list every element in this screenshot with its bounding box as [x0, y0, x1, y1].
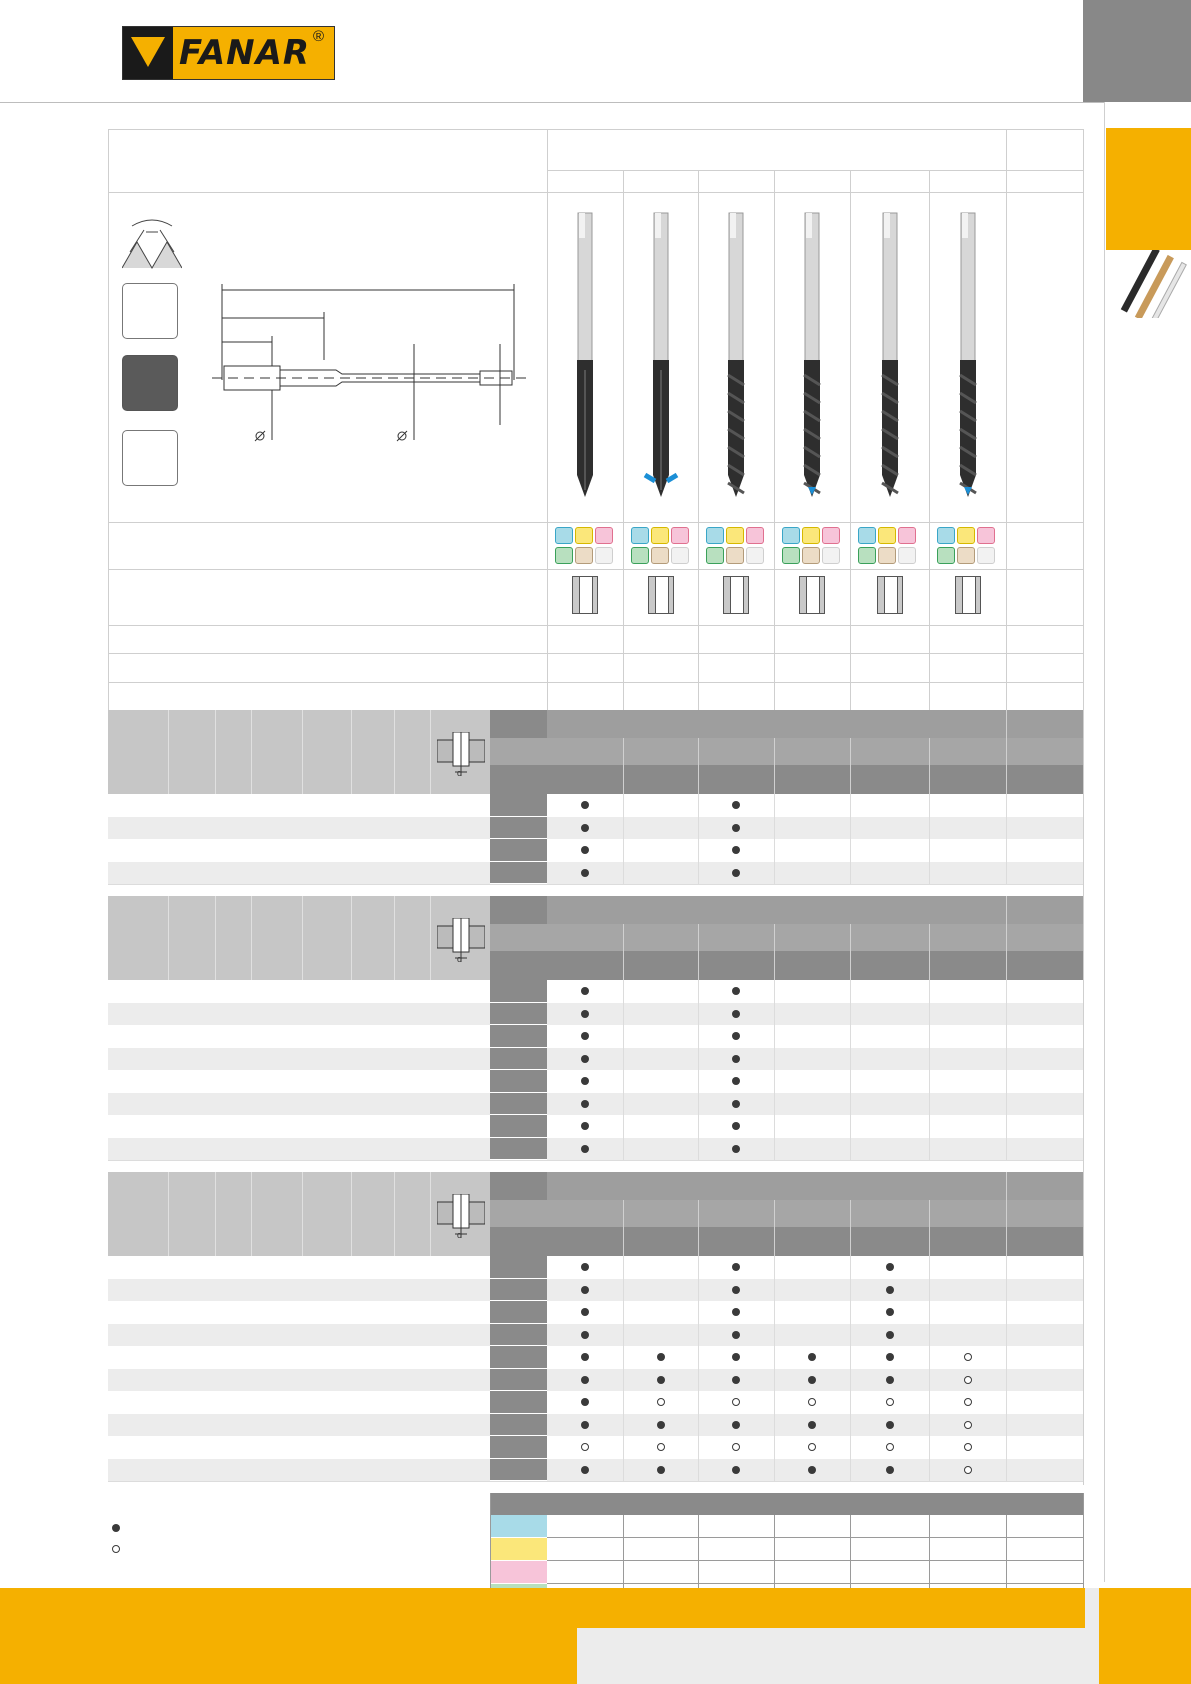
grid-line — [623, 1200, 624, 1256]
availability-dot — [581, 869, 589, 877]
material-class-icon — [706, 527, 724, 544]
material-class-icon — [631, 547, 649, 564]
table-row — [108, 1459, 490, 1482]
grid-line — [108, 192, 1083, 193]
table-row — [108, 839, 490, 862]
right-margin-rule — [1104, 102, 1105, 1582]
material-class-icon — [878, 547, 896, 564]
availability-dot — [581, 1331, 589, 1339]
section-band-mid — [490, 1200, 1083, 1227]
grid-line — [108, 682, 1083, 683]
material-class-icon — [937, 527, 955, 544]
material-class-icon — [802, 527, 820, 544]
grid-line — [850, 738, 851, 794]
availability-ring — [964, 1376, 972, 1384]
grid-line — [1006, 738, 1007, 794]
grid-line — [108, 522, 1083, 523]
row-size-cell — [490, 794, 547, 817]
availability-dot — [732, 1145, 740, 1153]
availability-dot — [732, 869, 740, 877]
hole-type-icon — [799, 576, 825, 614]
hole-type-icon — [648, 576, 674, 614]
grid-line — [623, 924, 624, 980]
hole-type-icon — [955, 576, 981, 614]
grid-line — [929, 980, 930, 1160]
row-size-cell — [490, 1093, 547, 1116]
row-tool-cells — [547, 794, 1083, 817]
availability-dot — [808, 1421, 816, 1429]
availability-ring — [732, 1443, 740, 1451]
grid-line — [623, 1256, 624, 1481]
grid-line — [774, 738, 775, 794]
availability-ring — [657, 1398, 665, 1406]
section-band-mid — [490, 924, 1083, 951]
availability-dot — [581, 1032, 589, 1040]
section-column-header — [490, 896, 547, 924]
grid-line — [850, 794, 851, 884]
footer-band-strip — [577, 1588, 1099, 1628]
row-tool-cells — [547, 1279, 1083, 1302]
availability-dot — [886, 1421, 894, 1429]
material-class-icon — [937, 547, 955, 564]
section-band-top — [547, 896, 1006, 924]
row-size-cell — [490, 1459, 547, 1482]
material-class-icon — [726, 547, 744, 564]
row-tool-cells — [547, 839, 1083, 862]
grid-line — [850, 924, 851, 980]
grid-line — [774, 1200, 775, 1256]
availability-dot — [808, 1466, 816, 1474]
grid-line — [108, 569, 1083, 570]
grid-line — [1006, 1172, 1007, 1200]
section-header-labels — [108, 896, 490, 980]
grid-line — [623, 794, 624, 884]
grid-line — [1006, 896, 1007, 924]
grid-line — [108, 625, 1083, 626]
availability-dot — [732, 1100, 740, 1108]
availability-dot — [581, 1466, 589, 1474]
availability-dot — [732, 1331, 740, 1339]
grid-line — [108, 653, 1083, 654]
availability-dot — [657, 1353, 665, 1361]
material-class-icon — [651, 547, 669, 564]
section-band-top — [547, 710, 1006, 738]
footer-grey-panel — [577, 1628, 1099, 1684]
tap-tool-image[interactable] — [792, 205, 832, 505]
brand-name: FANAR — [179, 33, 311, 73]
table-row — [108, 1048, 490, 1071]
row-tool-cells — [547, 980, 1083, 1003]
section-band-top — [547, 1172, 1006, 1200]
row-tool-cells — [547, 862, 1083, 885]
grid-line — [623, 980, 624, 1160]
table-row — [108, 1414, 490, 1437]
availability-ring — [657, 1443, 665, 1451]
grid-line — [108, 129, 1083, 130]
availability-dot — [581, 987, 589, 995]
material-class-icon — [746, 547, 764, 564]
table-row — [108, 1093, 490, 1116]
row-tool-cells — [547, 1025, 1083, 1048]
availability-dot — [886, 1376, 894, 1384]
material-row — [547, 1515, 1083, 1538]
material-class-icon — [977, 547, 995, 564]
availability-dot — [808, 1353, 816, 1361]
grid-line — [1006, 794, 1007, 884]
row-size-cell — [490, 1436, 547, 1459]
table-row — [108, 980, 490, 1003]
tap-tool-image[interactable] — [716, 205, 756, 505]
availability-dot — [732, 1055, 740, 1063]
grid-line — [547, 170, 1083, 171]
availability-ring — [581, 1443, 589, 1451]
availability-dot — [732, 1122, 740, 1130]
material-class-icon — [898, 527, 916, 544]
row-size-cell — [490, 1346, 547, 1369]
grid-line — [774, 980, 775, 1160]
material-class-icon — [858, 527, 876, 544]
material-row-swatch — [490, 1561, 547, 1584]
section-band-low — [490, 1227, 1083, 1256]
material-class-icon — [898, 547, 916, 564]
availability-ring — [964, 1421, 972, 1429]
material-class-icon — [706, 547, 724, 564]
grid-line — [929, 738, 930, 794]
material-class-icon — [957, 527, 975, 544]
table-row — [108, 1436, 490, 1459]
row-size-cell — [490, 817, 547, 840]
availability-dot — [581, 1308, 589, 1316]
availability-ring — [964, 1443, 972, 1451]
grid-line — [698, 1200, 699, 1256]
row-size-cell — [490, 1301, 547, 1324]
tap-tool-image[interactable] — [870, 205, 910, 505]
availability-dot — [732, 1263, 740, 1271]
availability-dot — [581, 1100, 589, 1108]
tapped-hole-icon — [437, 732, 485, 778]
row-size-cell — [490, 980, 547, 1003]
material-box-dark — [122, 355, 178, 411]
availability-dot — [808, 1376, 816, 1384]
tap-dimension-drawing — [206, 280, 536, 450]
hole-type-icon — [723, 576, 749, 614]
hole-type-icon — [572, 576, 598, 614]
footer-band — [0, 1588, 577, 1684]
row-size-cell — [490, 1279, 547, 1302]
tap-thumbnail-icon — [1110, 250, 1190, 318]
availability-ring — [886, 1443, 894, 1451]
table-row — [108, 1003, 490, 1026]
availability-ring — [964, 1398, 972, 1406]
grid-line — [698, 1256, 699, 1481]
material-class-icon — [595, 527, 613, 544]
availability-ring — [886, 1398, 894, 1406]
table-row — [108, 1301, 490, 1324]
header-corner-block — [1083, 0, 1191, 102]
section-band-low — [490, 951, 1083, 980]
grid-line — [108, 1481, 1083, 1482]
grid-line — [850, 1256, 851, 1481]
availability-dot — [886, 1263, 894, 1271]
row-size-cell — [490, 1324, 547, 1347]
availability-dot — [732, 1376, 740, 1384]
svg-text:d: d — [457, 954, 463, 964]
material-class-icon — [782, 527, 800, 544]
grid-line — [850, 980, 851, 1160]
availability-dot — [732, 846, 740, 854]
grid-line — [929, 794, 930, 884]
section-band-low — [490, 765, 1083, 794]
availability-ring — [808, 1398, 816, 1406]
availability-dot — [581, 1353, 589, 1361]
registered-mark: ® — [313, 28, 325, 45]
table-row — [108, 1070, 490, 1093]
grid-line — [698, 170, 699, 710]
row-tool-cells — [547, 1003, 1083, 1026]
availability-dot — [581, 801, 589, 809]
material-class-icon — [977, 527, 995, 544]
material-box-blank — [122, 430, 178, 486]
row-size-cell — [490, 1070, 547, 1093]
grid-line — [698, 924, 699, 980]
availability-dot — [732, 1466, 740, 1474]
availability-dot — [732, 801, 740, 809]
availability-dot — [732, 1421, 740, 1429]
availability-dot — [732, 824, 740, 832]
grid-line — [774, 794, 775, 884]
legend-open-symbol — [112, 1545, 120, 1553]
svg-text:d: d — [457, 768, 463, 778]
tap-tool-image[interactable] — [948, 205, 988, 505]
section-header-labels — [108, 710, 490, 794]
availability-dot — [886, 1308, 894, 1316]
availability-dot — [581, 1398, 589, 1406]
row-tool-cells — [547, 1324, 1083, 1347]
section-header-labels — [108, 1172, 490, 1256]
grid-line — [1006, 129, 1007, 710]
grid-line — [929, 170, 930, 710]
availability-dot — [732, 987, 740, 995]
row-size-cell — [490, 1025, 547, 1048]
availability-dot — [886, 1286, 894, 1294]
material-class-icon — [555, 547, 573, 564]
section-band-mid — [490, 738, 1083, 765]
brand-logo[interactable] — [122, 26, 335, 80]
row-tool-cells — [547, 1070, 1083, 1093]
material-table-header — [490, 1493, 1083, 1515]
row-tool-cells — [547, 1048, 1083, 1071]
material-class-icon — [575, 547, 593, 564]
material-class-icon — [726, 527, 744, 544]
footer-page-tab — [1099, 1588, 1191, 1684]
grid-line — [108, 1160, 1083, 1161]
material-class-icon — [858, 547, 876, 564]
grid-line — [698, 794, 699, 884]
section-column-header — [490, 1172, 547, 1200]
material-class-icon — [957, 547, 975, 564]
material-class-icon — [555, 527, 573, 544]
table-row — [108, 1256, 490, 1279]
section-band-top-right — [1006, 1172, 1083, 1200]
footer-grey-notch — [1085, 1588, 1099, 1628]
availability-dot — [581, 1145, 589, 1153]
availability-dot — [581, 824, 589, 832]
logo-mark-icon — [123, 27, 173, 79]
availability-dot — [657, 1376, 665, 1384]
availability-dot — [732, 1353, 740, 1361]
availability-dot — [581, 1010, 589, 1018]
tap-tool-image[interactable] — [641, 205, 681, 505]
material-box-blank — [122, 283, 178, 339]
svg-text:d: d — [457, 1230, 463, 1240]
grid-line — [698, 980, 699, 1160]
row-size-cell — [490, 1414, 547, 1437]
material-class-icon — [631, 527, 649, 544]
grid-line — [774, 924, 775, 980]
section-band-top-right — [1006, 710, 1083, 738]
availability-dot — [581, 1286, 589, 1294]
availability-dot — [581, 1055, 589, 1063]
grid-line — [623, 170, 624, 710]
row-size-cell — [490, 1048, 547, 1071]
table-row — [108, 794, 490, 817]
row-size-cell — [490, 1369, 547, 1392]
row-tool-cells — [547, 1301, 1083, 1324]
table-row — [108, 1369, 490, 1392]
material-class-icon — [671, 547, 689, 564]
material-class-icon — [671, 527, 689, 544]
material-class-icon — [651, 527, 669, 544]
material-class-icon — [782, 547, 800, 564]
row-tool-cells — [547, 1256, 1083, 1279]
grid-line — [850, 170, 851, 710]
availability-dot — [581, 1263, 589, 1271]
table-row — [108, 1025, 490, 1048]
availability-ring — [964, 1466, 972, 1474]
availability-dot — [732, 1077, 740, 1085]
availability-dot — [581, 1122, 589, 1130]
row-tool-cells — [547, 1115, 1083, 1138]
row-size-cell — [490, 1256, 547, 1279]
material-class-icon — [822, 527, 840, 544]
material-row — [547, 1538, 1083, 1561]
table-row — [108, 1279, 490, 1302]
grid-line — [850, 1200, 851, 1256]
table-row — [108, 1138, 490, 1161]
grid-line — [774, 170, 775, 710]
material-class-icon — [802, 547, 820, 564]
table-row — [108, 862, 490, 885]
row-size-cell — [490, 862, 547, 885]
grid-line — [774, 1256, 775, 1481]
grid-line — [929, 924, 930, 980]
row-size-cell — [490, 839, 547, 862]
hole-type-icon — [877, 576, 903, 614]
availability-ring — [964, 1353, 972, 1361]
grid-line — [1006, 1256, 1007, 1481]
grid-line — [108, 884, 1083, 885]
grid-line — [623, 738, 624, 794]
material-row — [547, 1561, 1083, 1584]
tapped-hole-icon — [437, 918, 485, 964]
row-tool-cells — [547, 817, 1083, 840]
grid-line — [1006, 710, 1007, 738]
table-row — [108, 1391, 490, 1414]
section-tab[interactable] — [1106, 128, 1191, 250]
material-class-icon — [575, 527, 593, 544]
grid-line — [698, 738, 699, 794]
material-class-icon — [595, 547, 613, 564]
availability-dot — [732, 1032, 740, 1040]
table-row — [108, 1346, 490, 1369]
row-size-cell — [490, 1003, 547, 1026]
availability-dot — [581, 846, 589, 854]
availability-dot — [886, 1353, 894, 1361]
availability-dot — [581, 1421, 589, 1429]
availability-dot — [581, 1376, 589, 1384]
tap-tool-image[interactable] — [565, 205, 605, 505]
material-class-icon — [878, 527, 896, 544]
availability-dot — [886, 1466, 894, 1474]
material-row-swatch — [490, 1515, 547, 1538]
grid-line — [929, 1256, 930, 1481]
availability-dot — [886, 1331, 894, 1339]
availability-dot — [732, 1286, 740, 1294]
legend-filled-symbol — [112, 1524, 120, 1532]
row-size-cell — [490, 1391, 547, 1414]
availability-ring — [732, 1398, 740, 1406]
availability-ring — [808, 1443, 816, 1451]
row-size-cell — [490, 1115, 547, 1138]
availability-dot — [657, 1466, 665, 1474]
material-class-icon — [822, 547, 840, 564]
section-column-header — [490, 710, 547, 738]
grid-line — [1006, 1200, 1007, 1256]
material-row-swatch — [490, 1538, 547, 1561]
availability-dot — [732, 1308, 740, 1316]
tapped-hole-icon — [437, 1194, 485, 1240]
availability-dot — [732, 1010, 740, 1018]
table-row — [108, 1115, 490, 1138]
row-tool-cells — [547, 1138, 1083, 1161]
row-size-cell — [490, 1138, 547, 1161]
grid-line — [1006, 980, 1007, 1160]
table-row — [108, 1324, 490, 1347]
material-class-icon — [746, 527, 764, 544]
grid-line — [929, 1200, 930, 1256]
row-tool-cells — [547, 1093, 1083, 1116]
availability-dot — [581, 1077, 589, 1085]
thread-profile-icon — [122, 212, 182, 270]
grid-line — [1006, 924, 1007, 980]
section-band-top-right — [1006, 896, 1083, 924]
header-rule — [0, 102, 1104, 103]
table-row — [108, 817, 490, 840]
grid-line — [108, 129, 109, 710]
availability-dot — [657, 1421, 665, 1429]
grid-line — [547, 129, 548, 710]
grid-line — [1083, 129, 1084, 1485]
